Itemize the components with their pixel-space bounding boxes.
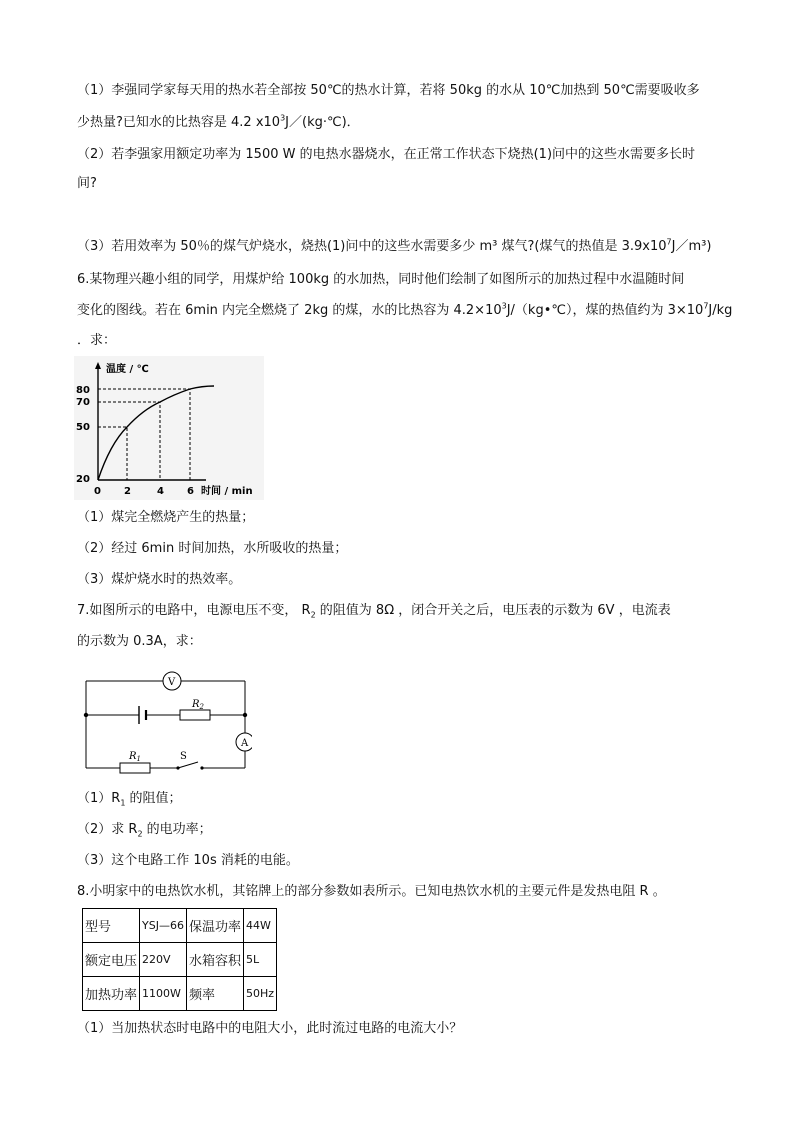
y-tick-80: 80 bbox=[76, 385, 90, 396]
text: 的电功率； bbox=[142, 822, 212, 837]
q6-sub3: （3）煤炉烧水时的热效率。 bbox=[77, 572, 242, 587]
superscript: 3 bbox=[280, 113, 286, 123]
q7-sub1 bbox=[77, 789, 737, 809]
q5-part1-line2 bbox=[77, 113, 737, 133]
text: 的阻值； bbox=[125, 791, 182, 806]
text: J／m³) bbox=[671, 239, 712, 254]
y-tick-20: 20 bbox=[76, 474, 90, 485]
table-cell: 额定电压 bbox=[83, 943, 140, 977]
junction-dot bbox=[84, 713, 88, 717]
switch-contact bbox=[200, 766, 203, 769]
table-cell: YSJ—66 bbox=[140, 909, 187, 943]
q5-part2-line1: （2）若李强家用额定功率为 1500 W 的电热水器烧水，在正常工作状态下烧热(1)问中的这些水需要多长时 bbox=[77, 147, 696, 162]
text: J／(kg·℃)． bbox=[285, 115, 360, 130]
junction-dot bbox=[243, 713, 247, 717]
superscript: 3 bbox=[501, 301, 507, 311]
q8-line1: 8.小明家中的电热饮水机，其铭牌上的部分参数如表所示。已知电热饮水机的主要元件是发热电阻 R 。 bbox=[77, 884, 666, 899]
table-row bbox=[83, 977, 277, 1011]
circuit-diagram bbox=[80, 666, 252, 776]
y-tick-70: 70 bbox=[76, 397, 90, 408]
r2-symbol: R bbox=[192, 699, 200, 710]
text: 变化的图线。若在 6min 内完全燃烧了 2kg 的煤，水的比热容为 4.2×10 bbox=[77, 303, 502, 318]
x-tick-2: 2 bbox=[124, 486, 131, 497]
table-row bbox=[83, 909, 277, 943]
subscript: 2 bbox=[137, 829, 143, 839]
q7-sub2 bbox=[77, 820, 737, 840]
table-cell: 加热功率 bbox=[83, 977, 140, 1011]
switch-blade bbox=[178, 762, 198, 768]
table-row bbox=[83, 943, 277, 977]
ammeter-label: A bbox=[241, 738, 249, 749]
temperature-time-graph bbox=[74, 356, 264, 500]
table-cell: 水箱容积 bbox=[186, 943, 243, 977]
q5-part3 bbox=[77, 237, 737, 257]
text: 7.如图所示的电路中，电源电压不变， R bbox=[77, 603, 311, 618]
table-cell: 50Hz bbox=[243, 977, 276, 1011]
q7-line2: 的示数为 0.3A，求： bbox=[77, 634, 202, 649]
text: J/（kg•℃），煤的热值约为 3×10 bbox=[506, 303, 704, 318]
table-cell: 型号 bbox=[83, 909, 140, 943]
table-cell: 1100W bbox=[140, 977, 187, 1011]
table-cell: 220V bbox=[140, 943, 187, 977]
q6-line1: 6.某物理兴趣小组的同学，用煤炉给 100kg 的水加热，同时他们绘制了如图所示的加热过程中水温随时间 bbox=[77, 272, 685, 287]
y-axis-label: 温度 / ℃ bbox=[106, 364, 149, 375]
r1-symbol: R bbox=[129, 751, 137, 762]
table-cell: 44W bbox=[243, 909, 276, 943]
text: （2）求 R bbox=[77, 822, 138, 837]
subscript: 2 bbox=[310, 610, 316, 620]
superscript: 7 bbox=[666, 237, 672, 247]
q7-sub3: （3）这个电路工作 10s 消耗的电能。 bbox=[77, 853, 299, 868]
subscript: 1 bbox=[120, 798, 126, 808]
q5-part2-line2: 间? bbox=[77, 176, 97, 191]
text: （3）若用效率为 50％的煤气炉烧水，烧热(1)问中的这些水需要多少 m³ 煤气?(煤气的热值是 3.9x10 bbox=[77, 239, 667, 254]
q7-line1 bbox=[77, 601, 737, 621]
r2-subscript: 2 bbox=[199, 703, 204, 711]
x-tick-0: 0 bbox=[94, 486, 101, 497]
superscript: 7 bbox=[703, 301, 709, 311]
resistor-r2 bbox=[180, 710, 210, 720]
r1-label bbox=[128, 751, 141, 763]
y-tick-50: 50 bbox=[76, 422, 90, 433]
q6-line3: ．求： bbox=[77, 333, 117, 348]
switch-contact bbox=[176, 766, 179, 769]
text: （1）R bbox=[77, 791, 121, 806]
text: 的阻值为 8Ω ，闭合开关之后，电压表的示数为 6V ，电流表 bbox=[315, 603, 671, 618]
r2-label bbox=[191, 699, 205, 711]
text: 少热量?已知水的比热容是 4.2 x10 bbox=[77, 115, 281, 130]
q5-part1-line1: （1）李强同学家每天用的热水若全部按 50℃的热水计算，若将 50kg 的水从 10℃加热到 50℃需要吸收多 bbox=[77, 83, 700, 98]
x-tick-4: 4 bbox=[157, 486, 164, 497]
q6-line2 bbox=[77, 301, 737, 321]
q6-sub2: （2）经过 6min 时间加热，水所吸收的热量； bbox=[77, 541, 348, 556]
q6-sub1: （1）煤完全燃烧产生的热量； bbox=[77, 510, 255, 525]
parameter-table bbox=[82, 908, 277, 1011]
graph-background bbox=[74, 356, 264, 500]
q8-sub1: （1）当加热状态时电路中的电阻大小，此时流过电路的电流大小？ bbox=[77, 1021, 463, 1036]
table-cell: 5L bbox=[243, 943, 276, 977]
resistor-r1 bbox=[120, 763, 150, 773]
switch-label: S bbox=[180, 751, 187, 762]
text: J/kg bbox=[708, 303, 733, 318]
table-cell: 频率 bbox=[186, 977, 243, 1011]
table-cell: 保温功率 bbox=[186, 909, 243, 943]
voltmeter-label: V bbox=[168, 677, 176, 688]
x-axis-label: 时间 / min bbox=[201, 486, 253, 497]
x-tick-6: 6 bbox=[187, 486, 194, 497]
r1-subscript: 1 bbox=[136, 755, 141, 763]
